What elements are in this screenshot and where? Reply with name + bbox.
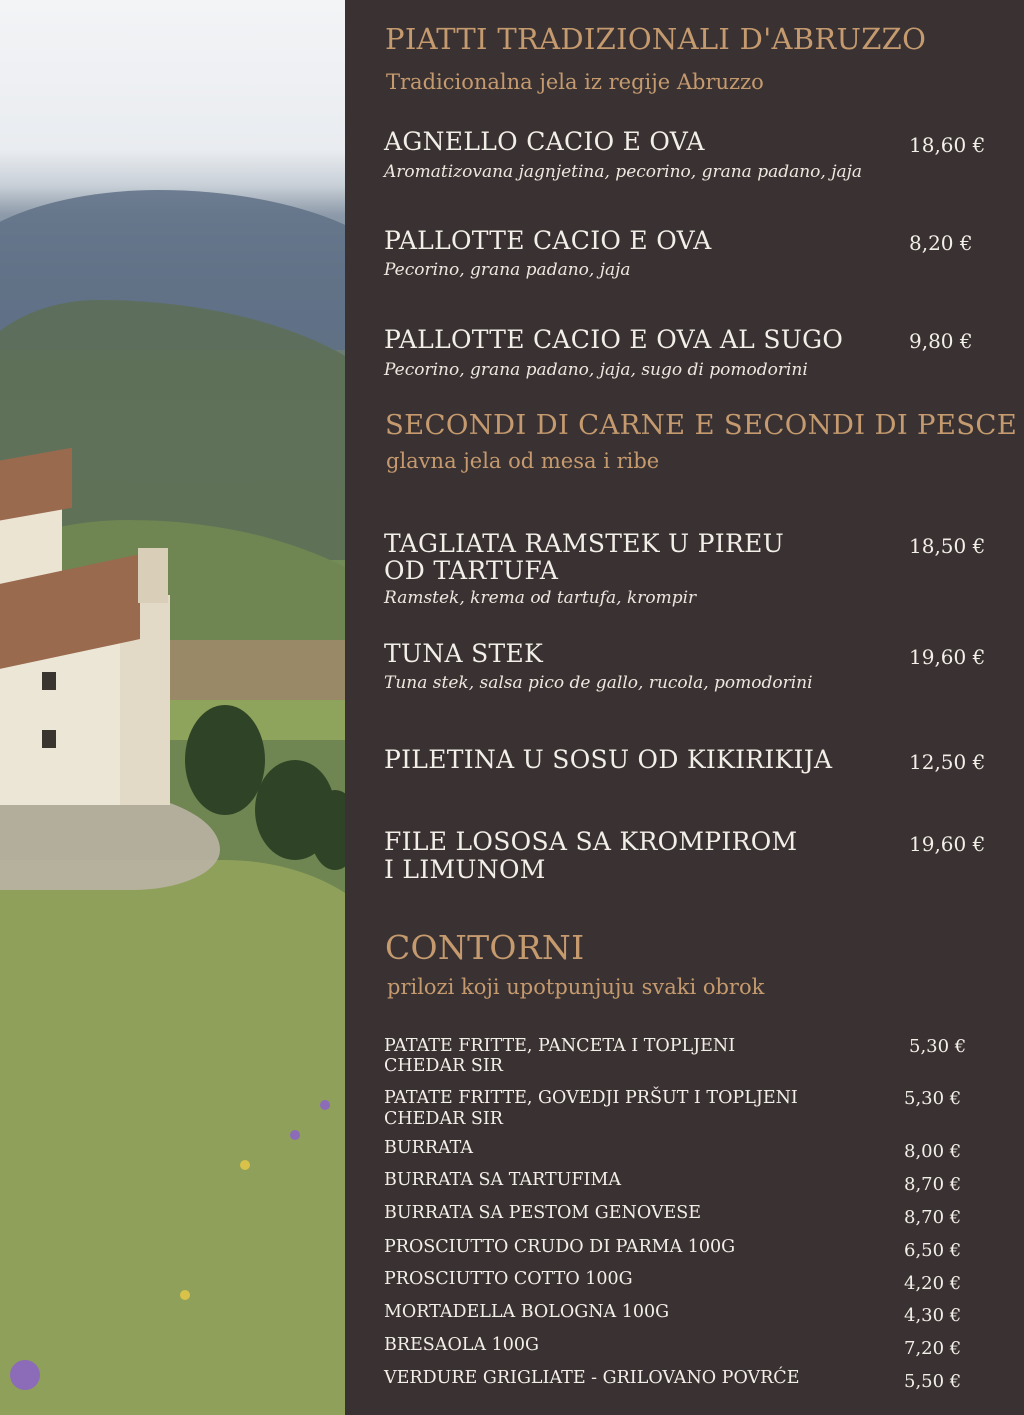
side-price: 7,20 € (904, 1338, 962, 1359)
side-name: BRESAOLA 100G (384, 1335, 539, 1355)
side-name: VERDURE GRIGLIATE - GRILOVANO POVRĆE (384, 1368, 800, 1388)
side-price: 4,30 € (904, 1305, 962, 1326)
dish-price: 12,50 € (909, 750, 986, 774)
dish-description: Pecorino, grana padano, jaja (384, 260, 631, 280)
section-subtitle-abruzzo: Tradicionalna jela iz regije Abruzzo (386, 70, 764, 94)
bell-tower-shape (138, 548, 168, 603)
dish-name: PALLOTTE CACIO E OVA (384, 226, 712, 255)
side-name: MORTADELLA BOLOGNA 100G (384, 1302, 670, 1322)
section-subtitle-secondi: glavna jela od mesa i ribe (386, 449, 660, 473)
dish-price: 18,60 € (909, 133, 986, 157)
window-shape (42, 730, 56, 748)
flower-shape (180, 1290, 190, 1300)
side-price: 8,70 € (904, 1207, 962, 1228)
side-name: PATATE FRITTE, GOVEDJI PRŠUT I TOPLJENI (384, 1088, 798, 1108)
dish-description: Ramstek, krema od tartufa, krompir (384, 588, 697, 608)
dish-price: 18,50 € (909, 534, 986, 558)
side-name: BURRATA SA PESTOM GENOVESE (384, 1203, 702, 1223)
section-title-abruzzo: PIATTI TRADIZIONALI D'ABRUZZO (385, 22, 927, 56)
side-price: 5,30 € (909, 1036, 967, 1057)
side-name: BURRATA (384, 1138, 473, 1158)
side-name: CHEDAR SIR (384, 1109, 503, 1129)
side-price: 5,50 € (904, 1371, 962, 1392)
tree-shape (185, 705, 265, 815)
dish-name: FILE LOSOSA SA KROMPIROM (384, 827, 798, 856)
side-price: 8,00 € (904, 1141, 962, 1162)
dish-name: PILETINA U SOSU OD KIKIRIKIJA (384, 745, 833, 774)
flower-shape (320, 1100, 330, 1110)
dish-description: Pecorino, grana padano, jaja, sugo di pomodorini (384, 360, 808, 380)
dish-name: PALLOTTE CACIO E OVA AL SUGO (384, 325, 844, 354)
flower-shape (10, 1360, 40, 1390)
section-title-secondi: SECONDI DI CARNE E SECONDI DI PESCE (385, 409, 1018, 441)
flower-shape (240, 1160, 250, 1170)
window-shape (42, 672, 56, 690)
side-price: 4,20 € (904, 1273, 962, 1294)
dish-name: AGNELLO CACIO E OVA (384, 127, 705, 156)
side-name: CHEDAR SIR (384, 1056, 503, 1076)
dish-name: OD TARTUFA (384, 556, 559, 585)
dish-description: Aromatizovana jagnjetina, pecorino, grana padano, jaja (384, 162, 863, 182)
side-name: BURRATA SA TARTUFIMA (384, 1170, 622, 1190)
side-price: 6,50 € (904, 1240, 962, 1261)
dish-price: 19,60 € (909, 645, 986, 669)
dish-price: 9,80 € (909, 329, 973, 353)
dish-name: TUNA STEK (384, 639, 544, 668)
side-price: 5,30 € (904, 1088, 962, 1109)
menu-panel (345, 0, 1024, 1415)
side-name: PATATE FRITTE, PANCETA I TOPLJENI (384, 1036, 736, 1056)
section-title-contorni: CONTORNI (385, 928, 585, 967)
dish-description: Tuna stek, salsa pico de gallo, rucola, pomodorini (384, 673, 813, 693)
section-subtitle-contorni: prilozi koji upotpunjuju svaki obrok (387, 975, 765, 999)
side-price: 8,70 € (904, 1174, 962, 1195)
dish-name: TAGLIATA RAMSTEK U PIREU (384, 529, 785, 558)
flower-shape (290, 1130, 300, 1140)
side-name: PROSCIUTTO CRUDO DI PARMA 100G (384, 1237, 736, 1257)
dish-name: I LIMUNOM (384, 855, 546, 884)
field-shape (170, 640, 345, 700)
dish-price: 19,60 € (909, 832, 986, 856)
side-name: PROSCIUTTO COTTO 100G (384, 1269, 633, 1289)
dish-price: 8,20 € (909, 231, 973, 255)
landscape-photo (0, 0, 345, 1415)
